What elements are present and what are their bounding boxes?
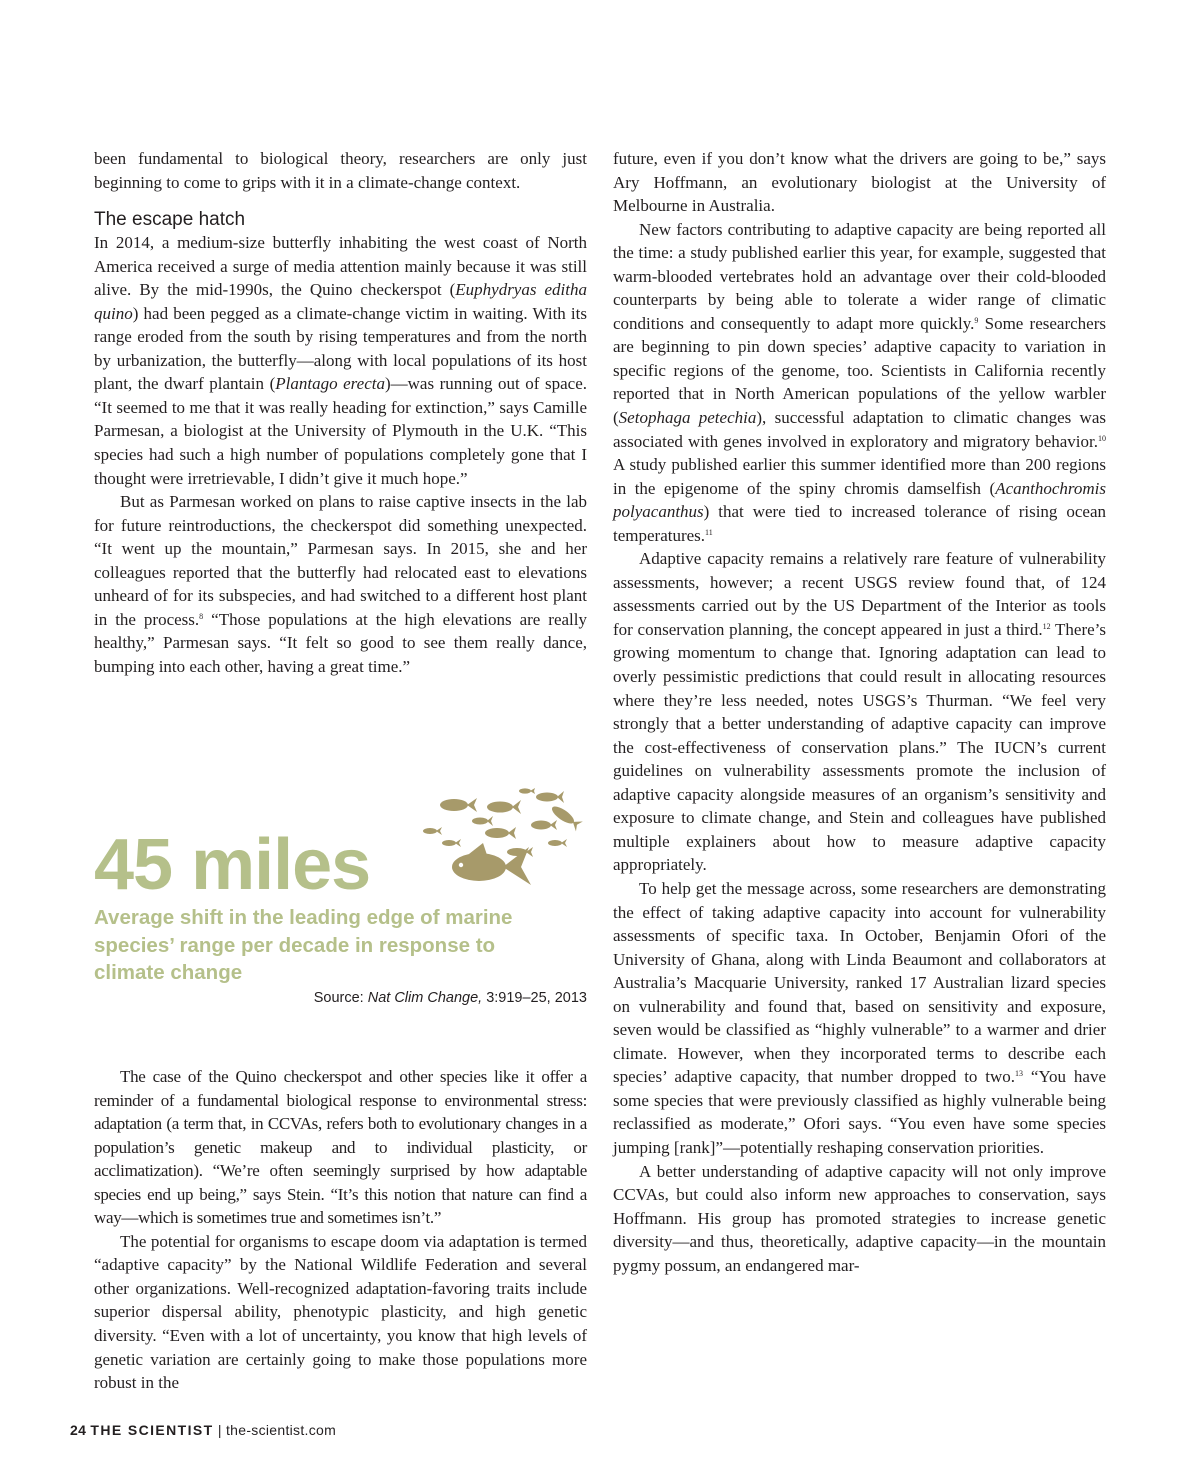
website-link[interactable]: the-scientist.com [225, 1422, 337, 1438]
fish-icon [442, 839, 461, 847]
reference-marker: 8 [199, 611, 204, 621]
fish-school-illustration [421, 785, 586, 895]
species-name: Acanthochromis polyacanthus [613, 478, 1106, 522]
paragraph: future, even if you don’t know what the drivers are going to be,” says Ary Hoffmann, an evolutionary biologist at the University of Melbourne in Australia. [613, 149, 1106, 216]
reference-marker: 13 [1015, 1069, 1024, 1079]
reference-marker: 10 [1098, 433, 1106, 443]
publication-name: THE SCIENTIST [90, 1422, 214, 1438]
fish-icon [472, 816, 493, 826]
species-name: Setophaga petechia [618, 408, 757, 428]
fish-icon [440, 798, 477, 812]
reference-marker: 11 [705, 527, 713, 537]
reference-marker: 12 [1042, 621, 1051, 631]
paragraph: Adaptive capacity remains a relatively rare feature of vulnerability assessments, however; a recent USGS review found that, of 124 assessments carried out by the US Department of the Interior as tools for conservation planning, the concept appeared in just a third.$^{12}$ There’s growing momentum to change that. Ignoring adaptation can lead to overly pessimistic predictions that could result in allocating resources where they’re less needed, notes USGS’s Thurman. “We feel very strongly that a better understanding of adaptive capacity can improve the cost-effectiveness of conservation plans.” The IUCN’s current guidelines on vulnerability assessments promote the inclusion of adaptive capacity alongside measures of an organism’s sensitivity and exposure to climate change, and Stein and colleagues have published multiple explainers about how to measure adaptive capacity appropriately. [613, 549, 1106, 875]
fish-icon [507, 847, 533, 857]
paragraph: The potential for organisms to escape doom via adaptation is termed “adaptive capacity” by the National Wildlife Federation and several other organizations. Well-recognized adaptation-favoring traits include superior dispersal ability, phenotypic plasticity, and high genetic diversity. “Even with a lot of uncertainty, you know that high levels of genetic variation are certainly going to make those populations more robust in the [94, 1231, 587, 1393]
footer-separator: | [217, 1422, 222, 1438]
fish-icon [531, 820, 557, 830]
paragraph: In 2014, a medium-size butterfly inhabiting the west coast of North America received a surge of media attention mainly because it was still alive. By the mid-1990s, the Quino checkerspot (Euphydryas editha quino) had been pegged as a climate-change victim in waiting. With its range eroded from the south by rising temperatures and from the north by urbanization, the butterfly—along with local populations of its host plant, the dwarf plantain (Plantago erecta)—was running out of space. “It seemed to me that it was really heading for extinction,” says Camille Parmesan, a biologist at the University of Plymouth in the U.K. “This species had such a high number of populations completely gone that I thought were irretrievable, I didn’t give it much hope.” [94, 233, 588, 488]
paragraph: But as Parmesan worked on plans to raise captive insects in the lab for future reintroductions, the checkerspot did something unexpected. “It went up the mountain,” Parmesan says. In 2015, she and her colleagues reported that the butterfly had relocated east to elevations unheard of for its subspecies, and had switched to a different host plant in the process.$^8$ “Those populations at the high elevations are really healthy,” Parmesan says. “It felt so good to see them really dance, bumping into each other, having a great time.” [94, 492, 587, 676]
paragraph: been fundamental to biological theory, researchers are only just beginning to come to grips with it in a climate-change context. [94, 149, 587, 192]
fish-icon [487, 800, 521, 814]
page-footer [70, 1422, 336, 1438]
reference-marker: 9 [974, 315, 979, 325]
stat-callout [94, 785, 589, 1015]
species-name: Euphydryas editha quino [94, 280, 588, 323]
paragraph: New factors contributing to adaptive capacity are being reported all the time: a study published earlier this year, for example, suggested that warm-blooded vertebrates hold an advantage over their cold-blooded counterparts by being able to tolerate a wider range of climatic conditions and consequently to adapt more quickly.$^9$ Some researchers are beginning to pin down species’ adaptive capacity to variation in specific regions of the genome, too. Scientists in California recently reported that in North American populations of the yellow warbler (Setophaga petechia), successful adaptation to climatic changes was associated with genes involved in exploratory and migratory behavior.$^{10}$ A study published earlier this summer identified more than 200 regions in the epigenome of the spiny chromis damselfish (Acanthochromis polyacanthus) that were tied to increased tolerance of rising ocean temperatures.$^{11}$ [613, 219, 1106, 545]
species-name: Plantago erecta [275, 374, 385, 394]
stat-source: Source: Nat Clim Change, 3:919–25, 2013 [313, 990, 587, 1006]
fish-icon [423, 827, 442, 835]
fish-icon [548, 839, 567, 847]
fish-icon [536, 791, 564, 803]
stat-description: Average shift in the leading edge of marine species’ range per decade in response to climate change [94, 906, 513, 984]
fish-icon [519, 788, 535, 794]
stat-number: 45 miles [94, 825, 371, 905]
left-column-bottom [94, 1065, 587, 1395]
fish-icon [485, 827, 516, 839]
right-column [613, 147, 1106, 1277]
page-number: 24 [70, 1422, 87, 1438]
section-heading: The escape hatch [94, 209, 246, 231]
paragraph: The case of the Quino checkerspot and other species like it offer a reminder of a fundamental biological response to environmental stress: adaptation (a term that, in CCVAs, refers both to evolutionary changes in a population’s genetic makeup and to individual plasticity, or acclimatization). “We’re often seemingly surprised by how adaptable species end up being,” says Stein. “It’s this notion that nature can find a way—which is sometimes true and sometimes isn’t.” [94, 1067, 587, 1228]
left-column-top [94, 147, 587, 678]
paragraph: To help get the message across, some researchers are demonstrating the effect of taking adaptive capacity into account for vulnerability assessments of specific taxa. In October, Benjamin Ofori of the University of Ghana, along with Linda Beaumont and collaborators at Australia’s Macquarie University, ranked 17 Australian lizard species on vulnerability and found that, based on sensitivity and exposure, seven would be classified as “highly vulnerable” to a warmer and drier climate. However, when they incorporated terms to describe each species’ adaptive capacity, that number dropped to two.$^{13}$ “You have some species that were previously classified as highly vulnerable being reclassified as moderate,” Ofori says. “You even have some species jumping [rank]”—potentially reshaping conservation priorities. [613, 878, 1106, 1157]
paragraph: A better understanding of adaptive capacity will not only improve CCVAs, but could also inform new approaches to conservation, says Hoffmann. His group has promoted strategies to increase genetic diversity—and thus, theoretically, adaptive capacity—in the mountain pygmy possum, an endangered mar- [613, 1161, 1106, 1275]
journal-name: Nat Clim Change, [367, 990, 483, 1006]
